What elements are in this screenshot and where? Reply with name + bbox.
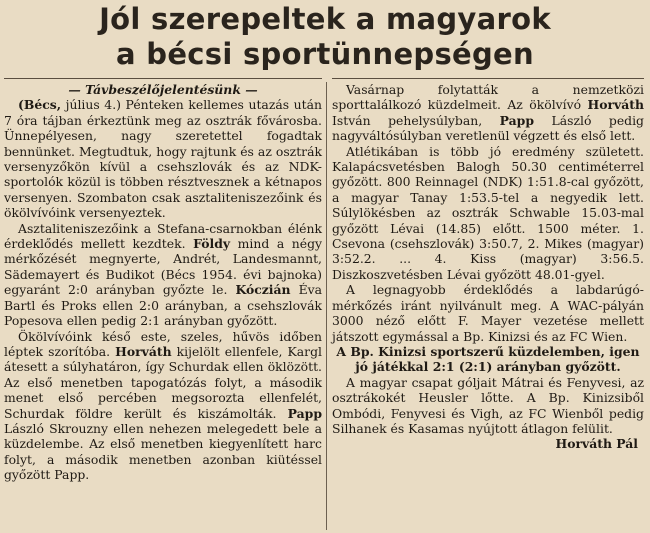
paragraph-5: Atlétikában is több jó eredmény született. Kalapácsvetésben Balogh 50.30 centiméterrel győzött. 800 Reinnagel (NDK) 1:51.8-cal győzött, a magyar Tanay 1:53.5-tel a negyedik lett. Súlylökésben az osztrák Schwable 15.03-mal győzött Lévai (14.85) előtt. 1500 méter. 1. Csevona (csehszlovák) 3:50.7, 2. Mikes (magyar) 3:52.2. ... 4. Kiss (magyar) 3:56.5. Diszkoszvetésben Lévai győzött 48.01-gyel. <box>332 143 644 282</box>
headline-line-2: a bécsi sportünnepségen <box>116 37 534 71</box>
author-signature: Horváth Pál <box>555 436 638 452</box>
right-rule <box>332 78 644 79</box>
column-separator <box>326 82 327 530</box>
subheading: A Bp. Kinizsi sportszerű küzdelemben, igen jó játékkal 2:1 (2:1) arányban győzött. <box>336 343 640 375</box>
paragraph-7: A magyar csapat góljait Mátrai és Fenyvesi, az osztrákokét Heusler lőtte. A Bp. Kinizsiből Ombódi, Fenyvesi és Vigh, az FC Wienből pedig Silhanek és Kasamas nyújtott átlagon felülit. <box>332 374 644 436</box>
place-date: (Bécs, <box>18 97 62 113</box>
paragraph-6: A legnagyobb érdeklődés a labdarúgó-mérkőzés iránt nyilvánult meg. A WAC-pályán 3000 néző előtt F. Mayer vezetése mellett játszott egymással a Bp. Kinizsi és az FC Wien. <box>332 282 644 344</box>
left-rule <box>4 78 322 79</box>
paragraph-1: (Bécs, július 4.) Pénteken kellemes utazás után 7 óra tájban érkeztünk meg az osztrák fővárosba. Ünnepélyesen, nagy szeretettel fogadtak bennünket. Megtudtuk, hogy rajtunk és az osztrák versenyzőkön kívül a csehszlovák és az NDK-sportolók közül is többen résztvesznek a kétnapos versenyen. Szombaton csak asztaliteniszezőink és ökölvívóink versenyeztek. <box>4 97 322 221</box>
dateline: — Távbeszélőjelentésünk — <box>68 82 258 97</box>
headline-line-1: Jól szerepeltek a magyarok <box>99 2 551 36</box>
right-column <box>332 82 644 452</box>
paragraph-3: Ökölvívóink késő este, szeles, hűvös időben léptek szorítóba. Horváth kijelölt ellenfele, Kargl átesett a súlyhatáron, így Schurdak ellen öklözött. Az első menetben tapogatózás folyt, a második menet első percében megsorozta ellenfelét, Schurdak földre került és kiszámolták. Papp László Skrouzny ellen nehezen melegedett bele a küzdelembe. Az első menetben kiegyenlített harc folyt, a második menetben azonban kiütéssel győzött Papp. <box>4 328 322 483</box>
headline <box>0 2 650 72</box>
paragraph-2: Asztaliteniszezőink a Stefana-csarnokban élénk érdeklődés mellett kezdtek. Földy mind a négy mérkőzését megnyerte, Andrét, Landesmannt, Sädemayert és Budikot (Bécs 1954. évi bajnoka) egyaránt 2:0 arányban győzte le. Kóczián Éva Bartl és Proks ellen 2:0 arányban, a csehszlovák Popesova ellen pedig 2:1 arányban győzött. <box>4 220 323 329</box>
paragraph-4: Vasárnap folytatták a nemzetközi sporttalálkozó küzdelmeit. Az ökölvívó Horváth István pehelysúlyban, Papp László pedig nagyváltósúlyban veretlenül végzett és első lett. <box>332 82 644 144</box>
left-column <box>4 82 322 483</box>
